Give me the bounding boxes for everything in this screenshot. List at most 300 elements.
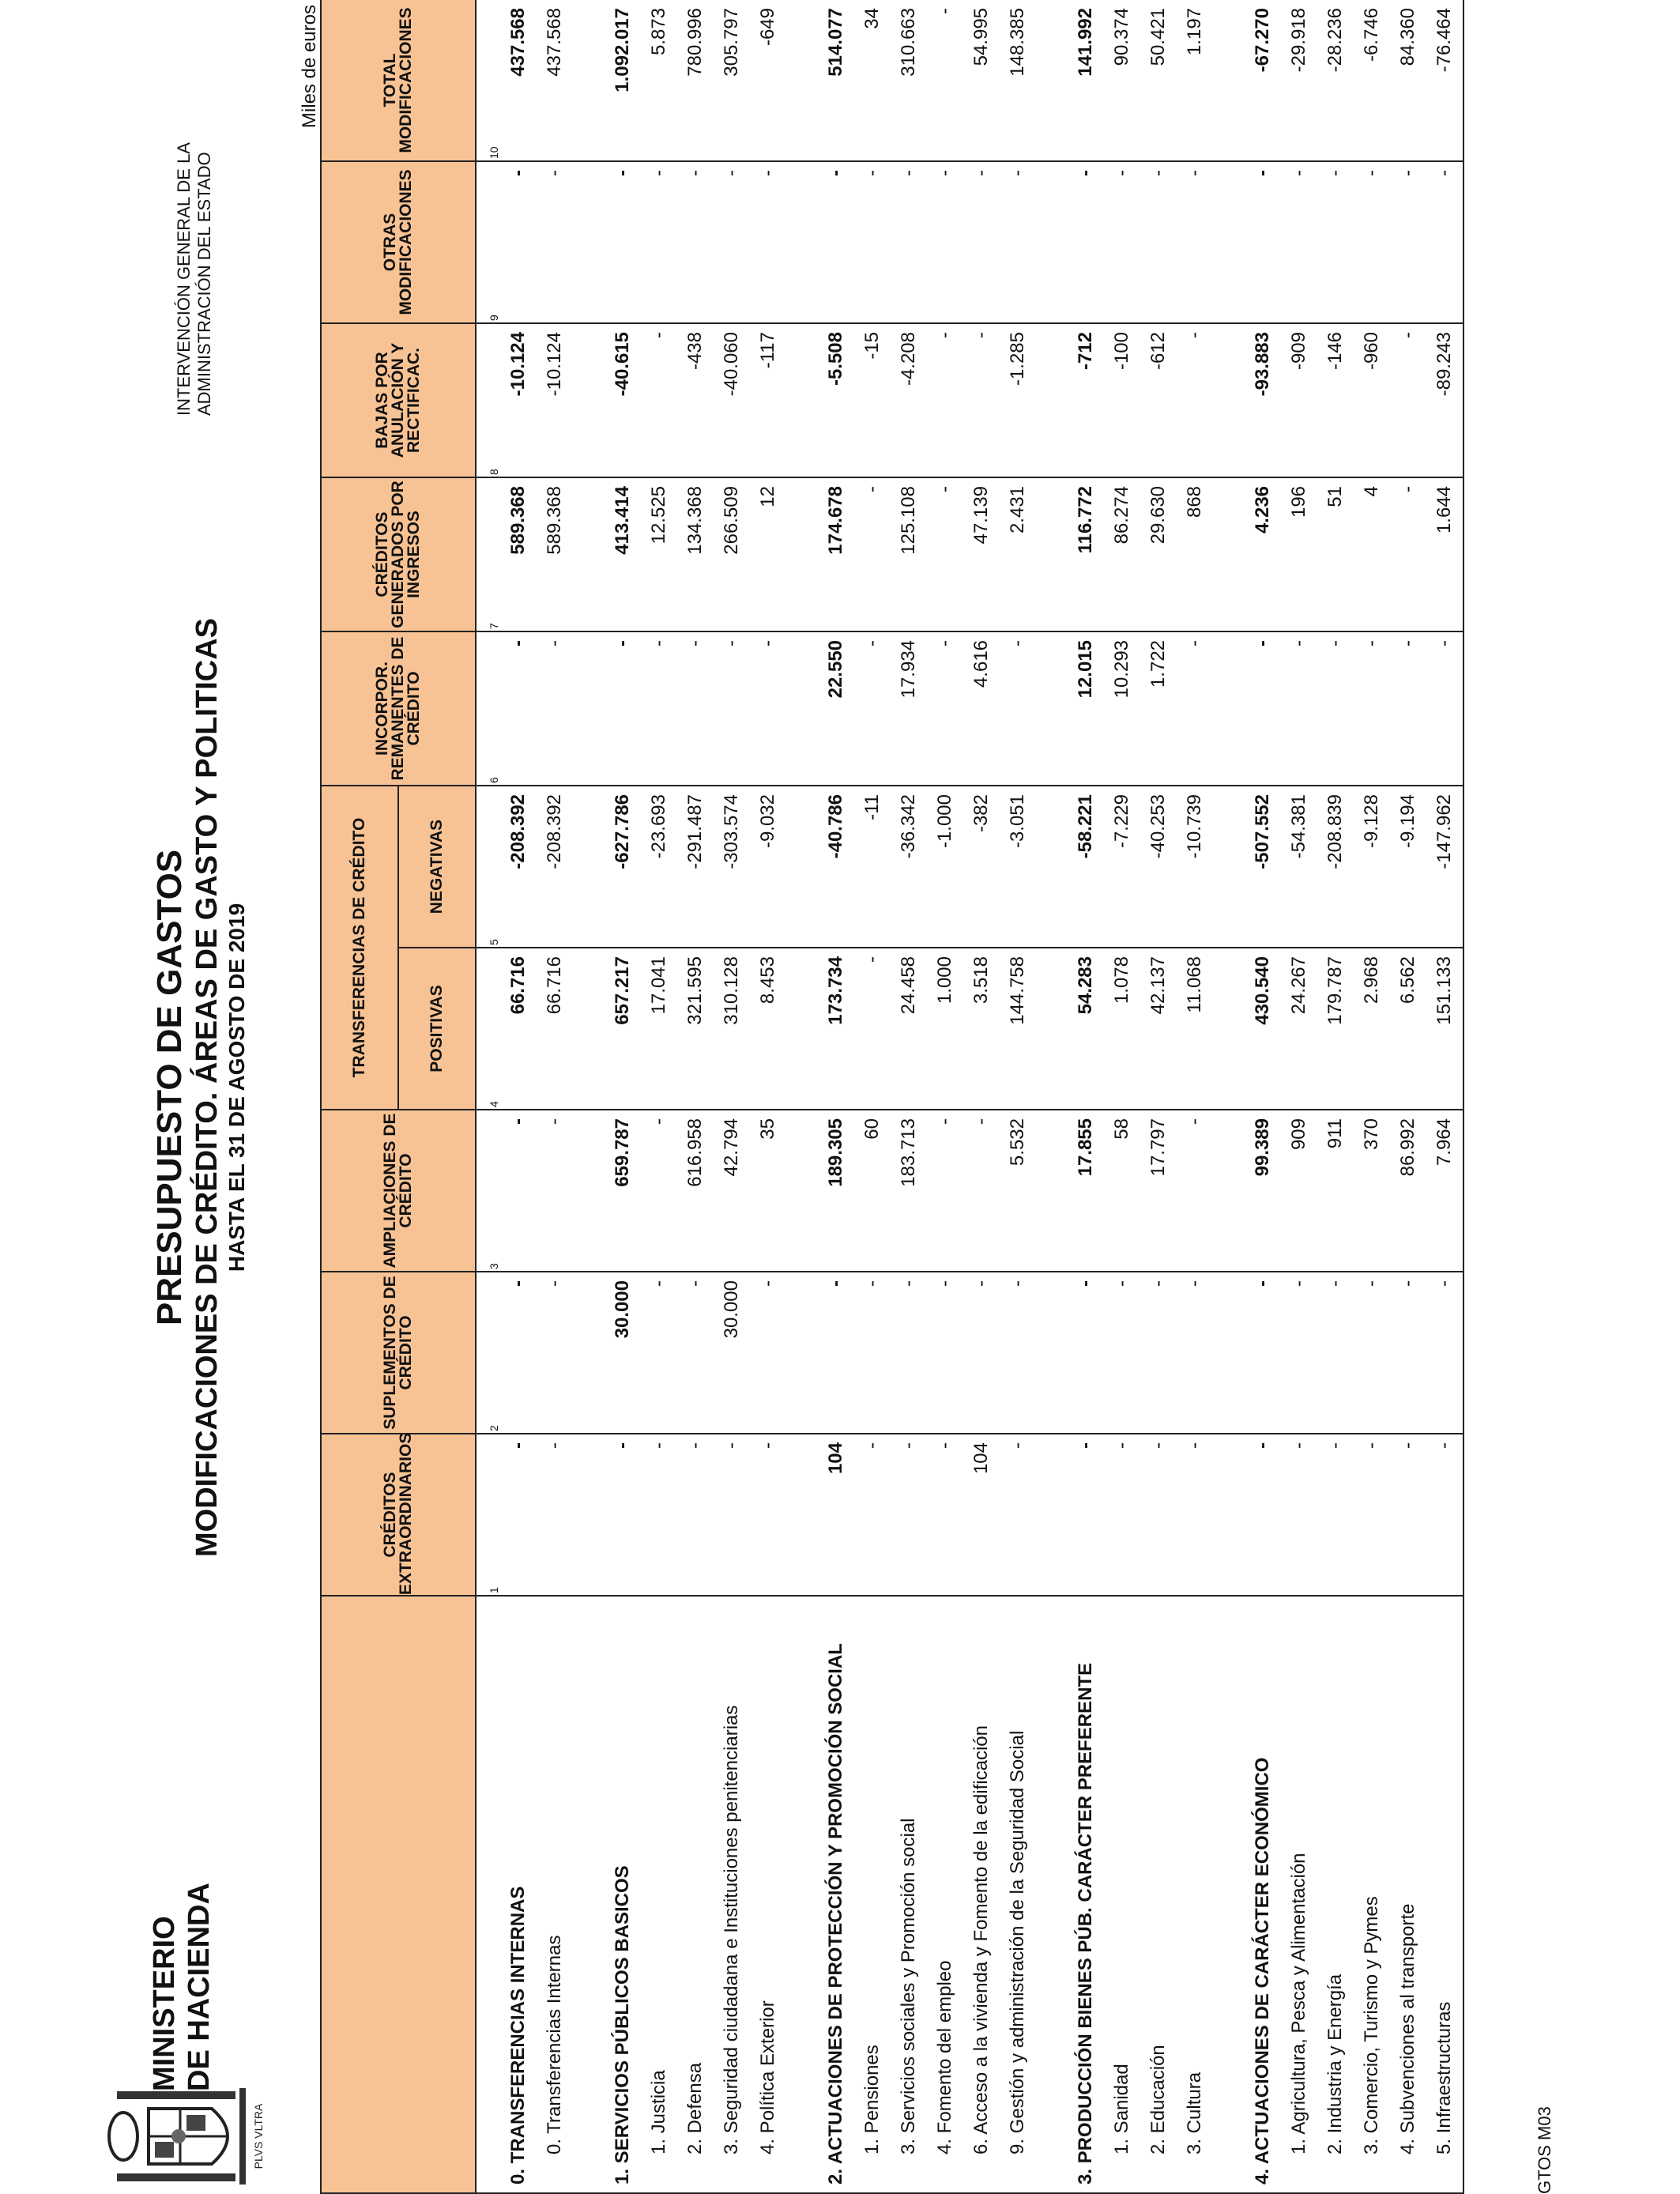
value-cell: 2.968: [1354, 948, 1390, 1110]
spacer-cell: [573, 1272, 605, 1434]
units-label: Miles de euros: [299, 5, 320, 129]
value-cell: -: [1140, 161, 1177, 323]
value-cell: -: [500, 1272, 537, 1434]
policy-label: 3. Servicios sociales y Promoción social: [891, 1596, 927, 2193]
value-cell: -6.746: [1354, 0, 1390, 161]
value-cell: 1.644: [1426, 477, 1463, 631]
ministry-name: [147, 1759, 217, 2091]
value-cell: -117: [750, 323, 786, 477]
value-cell: 1.092.017: [605, 0, 641, 161]
value-cell: -11: [854, 786, 891, 948]
value-cell: 174.678: [818, 477, 854, 631]
value-cell: -10.124: [537, 323, 573, 477]
area-label: 4. ACTUACIONES DE CARÁCTER ECONÓMICO: [1245, 1596, 1281, 2193]
value-cell: 148.385: [1000, 0, 1036, 161]
value-cell: 911: [1317, 1110, 1354, 1272]
value-cell: 437.568: [500, 0, 537, 161]
value-cell: 51: [1317, 477, 1354, 631]
spacer-cell: [573, 631, 605, 786]
spacer-cell: [1213, 948, 1245, 1110]
header-creditos-generados: CRÉDITOS GENERADOS POR INGRESOS: [321, 477, 476, 631]
value-cell: -: [1426, 631, 1463, 786]
value-cell: -: [1000, 631, 1036, 786]
value-cell: 266.509: [714, 477, 750, 631]
value-cell: -9.194: [1390, 786, 1426, 948]
value-cell: -28.236: [1317, 0, 1354, 161]
value-cell: 616.958: [677, 1110, 714, 1272]
policy-label: 2. Educación: [1140, 1596, 1177, 2193]
policy-label: 1. Pensiones: [854, 1596, 891, 2193]
value-cell: -40.786: [818, 786, 854, 948]
value-cell: -: [891, 1272, 927, 1434]
policy-row: [714, 0, 750, 2193]
value-cell: 17.797: [1140, 1110, 1177, 1272]
column-index-number: 10: [476, 0, 500, 161]
value-cell: 58: [1104, 1110, 1140, 1272]
value-cell: 430.540: [1245, 948, 1281, 1110]
area-total-row: [1068, 0, 1104, 2193]
value-cell: -: [605, 161, 641, 323]
policy-label: 4. Política Exterior: [750, 1596, 786, 2193]
value-cell: -: [1317, 1272, 1354, 1434]
spacer-cell: [1036, 0, 1068, 161]
spacer-cell: [573, 323, 605, 477]
value-cell: -: [500, 631, 537, 786]
value-cell: -: [1068, 161, 1104, 323]
spacer-cell: [1036, 631, 1068, 786]
value-cell: 35: [750, 1110, 786, 1272]
value-cell: 1.197: [1177, 0, 1213, 161]
value-cell: 780.996: [677, 0, 714, 161]
value-cell: -: [963, 161, 1000, 323]
column-index-number: 8: [476, 323, 500, 477]
value-cell: -: [927, 323, 963, 477]
policy-row: [1354, 0, 1390, 2193]
value-cell: -23.693: [641, 786, 677, 948]
coat-of-arms-emblem: [93, 2085, 275, 2188]
value-cell: -: [854, 1272, 891, 1434]
value-cell: -7.229: [1104, 786, 1140, 948]
area-total-row: [1245, 0, 1281, 2193]
spacer-cell: [786, 161, 818, 323]
value-cell: -: [500, 1434, 537, 1596]
spacer-cell: [573, 948, 605, 1110]
value-cell: -40.615: [605, 323, 641, 477]
spacer-row: [1213, 0, 1245, 2193]
value-cell: 50.421: [1140, 0, 1177, 161]
value-cell: -: [1317, 161, 1354, 323]
value-cell: -: [641, 323, 677, 477]
value-cell: 868: [1177, 477, 1213, 631]
spacer-row: [1036, 0, 1068, 2193]
value-cell: -: [1104, 161, 1140, 323]
value-cell: 66.716: [537, 948, 573, 1110]
value-cell: 1.078: [1104, 948, 1140, 1110]
value-cell: 310.128: [714, 948, 750, 1110]
spacer-cell: [1036, 477, 1068, 631]
spacer-cell: [1036, 161, 1068, 323]
value-cell: -: [605, 631, 641, 786]
policy-label: 4. Fomento del empleo: [927, 1596, 963, 2193]
spacer-cell: [1036, 1434, 1068, 1596]
value-cell: 589.368: [537, 477, 573, 631]
policy-label: 1. Justicia: [641, 1596, 677, 2193]
policy-row: [1000, 0, 1036, 2193]
value-cell: -: [750, 161, 786, 323]
value-cell: 179.787: [1317, 948, 1354, 1110]
policy-row: [1104, 0, 1140, 2193]
spacer-cell: [1213, 0, 1245, 161]
policy-label: 2. Industria y Energía: [1317, 1596, 1354, 2193]
value-cell: 370: [1354, 1110, 1390, 1272]
value-cell: -: [1390, 1434, 1426, 1596]
value-cell: 657.217: [605, 948, 641, 1110]
value-cell: -: [1390, 631, 1426, 786]
value-cell: 17.855: [1068, 1110, 1104, 1272]
header-transferencias-credito: TRANSFERENCIAS DE CRÉDITO: [321, 786, 398, 1110]
area-label: 1. SERVICIOS PÚBLICOS BASICOS: [605, 1596, 641, 2193]
value-cell: -: [963, 1110, 1000, 1272]
value-cell: -1.285: [1000, 323, 1036, 477]
policy-label: 1. Sanidad: [1104, 1596, 1140, 2193]
area-total-row: [500, 0, 537, 2193]
value-cell: -67.270: [1245, 0, 1281, 161]
column-index-number: 5: [476, 786, 500, 948]
area-label: 2. ACTUACIONES DE PROTECCIÓN Y PROMOCIÓN SOCIAL: [818, 1596, 854, 2193]
value-cell: -40.060: [714, 323, 750, 477]
policy-row: [1140, 0, 1177, 2193]
value-cell: -: [927, 1272, 963, 1434]
value-cell: -291.487: [677, 786, 714, 948]
value-cell: 1.000: [927, 948, 963, 1110]
spacer-cell: [573, 0, 605, 161]
value-cell: -: [1245, 631, 1281, 786]
value-cell: -: [1104, 1272, 1140, 1434]
area-total-row: [605, 0, 641, 2193]
value-cell: 305.797: [714, 0, 750, 161]
value-cell: -: [1177, 1272, 1213, 1434]
spacer-cell: [1036, 1272, 1068, 1434]
value-cell: -: [1140, 1272, 1177, 1434]
value-cell: -89.243: [1426, 323, 1463, 477]
value-cell: -: [1177, 323, 1213, 477]
value-cell: -: [854, 1434, 891, 1596]
area-label: 3. PRODUCCIÓN BIENES PÚB. CARÁCTER PREFERENTE: [1068, 1596, 1104, 2193]
header-transferencias-positivas: POSITIVAS: [398, 948, 476, 1110]
value-cell: -: [854, 161, 891, 323]
value-cell: -: [750, 631, 786, 786]
value-cell: -: [714, 1434, 750, 1596]
policy-row: [854, 0, 891, 2193]
spacer-cell: [1036, 948, 1068, 1110]
value-cell: -909: [1281, 323, 1317, 477]
value-cell: -: [677, 1272, 714, 1434]
value-cell: 2.431: [1000, 477, 1036, 631]
spacer-cell: [1213, 631, 1245, 786]
value-cell: -: [537, 1110, 573, 1272]
area-label: 0. TRANSFERENCIAS INTERNAS: [500, 1596, 537, 2193]
spacer-cell: [1036, 786, 1068, 948]
value-cell: -: [1281, 631, 1317, 786]
value-cell: -712: [1068, 323, 1104, 477]
header-total-modificaciones: TOTAL MODIFICACIONES: [321, 0, 476, 161]
value-cell: -: [1390, 161, 1426, 323]
value-cell: -: [1177, 161, 1213, 323]
value-cell: -: [500, 161, 537, 323]
value-cell: -: [1390, 477, 1426, 631]
value-cell: 134.368: [677, 477, 714, 631]
value-cell: 54.995: [963, 0, 1000, 161]
value-cell: 514.077: [818, 0, 854, 161]
value-cell: 17.934: [891, 631, 927, 786]
value-cell: 66.716: [500, 948, 537, 1110]
policy-row: [891, 0, 927, 2193]
value-cell: 151.133: [1426, 948, 1463, 1110]
value-cell: -: [1354, 631, 1390, 786]
value-cell: -438: [677, 323, 714, 477]
value-cell: -612: [1140, 323, 1177, 477]
policy-row: [537, 0, 573, 2193]
value-cell: -: [927, 631, 963, 786]
header-suplementos-credito: SUPLEMENTOS DE CRÉDITO: [321, 1272, 476, 1434]
value-cell: -: [537, 1272, 573, 1434]
value-cell: 84.360: [1390, 0, 1426, 161]
value-cell: -: [1426, 161, 1463, 323]
value-cell: -960: [1354, 323, 1390, 477]
area-total-row: [818, 0, 854, 2193]
spacer-cell: [1213, 323, 1245, 477]
value-cell: -: [1177, 1110, 1213, 1272]
value-cell: 144.758: [1000, 948, 1036, 1110]
value-cell: -36.342: [891, 786, 927, 948]
value-cell: 909: [1281, 1110, 1317, 1272]
document-titles: [150, 455, 250, 1720]
value-cell: -382: [963, 786, 1000, 948]
value-cell: -507.552: [1245, 786, 1281, 948]
spacer-cell: [1213, 1596, 1245, 2193]
value-cell: 86.992: [1390, 1110, 1426, 1272]
value-cell: -: [927, 1110, 963, 1272]
spacer-cell: [1213, 1272, 1245, 1434]
value-cell: -: [605, 1434, 641, 1596]
value-cell: 183.713: [891, 1110, 927, 1272]
policy-label: 6. Acceso a la vivienda y Fomento de la edificación: [963, 1596, 1000, 2193]
policy-label: 0. Transferencias Internas: [537, 1596, 573, 2193]
policy-row: [750, 0, 786, 2193]
value-cell: -: [1426, 1272, 1463, 1434]
value-cell: 42.137: [1140, 948, 1177, 1110]
column-index-number: 1: [476, 1434, 500, 1596]
value-cell: 1.722: [1140, 631, 1177, 786]
value-cell: 42.794: [714, 1110, 750, 1272]
spacer-cell: [573, 161, 605, 323]
spacer-cell: [786, 948, 818, 1110]
column-index-number: 3: [476, 1110, 500, 1272]
value-cell: -: [1245, 161, 1281, 323]
value-cell: -: [1068, 1272, 1104, 1434]
issuing-office-line-1: INTERVENCIÓN GENERAL DE LA: [174, 142, 194, 416]
value-cell: -3.051: [1000, 786, 1036, 948]
value-cell: -: [537, 631, 573, 786]
spacer-cell: [1213, 1110, 1245, 1272]
policy-row: [1281, 0, 1317, 2193]
column-index-row: [476, 0, 500, 2193]
value-cell: 321.595: [677, 948, 714, 1110]
value-cell: -: [854, 631, 891, 786]
header-ampliaciones-credito: AMPLIACIONES DE CRÉDITO: [321, 1110, 476, 1272]
policy-label: 2. Defensa: [677, 1596, 714, 2193]
value-cell: -: [641, 1434, 677, 1596]
value-cell: -649: [750, 0, 786, 161]
value-cell: -: [1000, 1434, 1036, 1596]
value-cell: 34: [854, 0, 891, 161]
value-cell: 125.108: [891, 477, 927, 631]
value-cell: -10.739: [1177, 786, 1213, 948]
value-cell: -: [1390, 323, 1426, 477]
value-cell: -: [1245, 1434, 1281, 1596]
policy-row: [963, 0, 1000, 2193]
value-cell: 86.274: [1104, 477, 1140, 631]
date-range: HASTA EL 31 DE AGOSTO DE 2019: [224, 903, 249, 1272]
policy-label: 3. Comercio, Turismo y Pymes: [1354, 1596, 1390, 2193]
value-cell: -: [927, 0, 963, 161]
value-cell: 141.992: [1068, 0, 1104, 161]
value-cell: -: [1245, 1272, 1281, 1434]
value-cell: -: [677, 1434, 714, 1596]
value-cell: -: [1140, 1434, 1177, 1596]
policy-row: [1426, 0, 1463, 2193]
value-cell: 116.772: [1068, 477, 1104, 631]
value-cell: -: [963, 1272, 1000, 1434]
spacer-cell: [1036, 1596, 1068, 2193]
spacer-cell: [786, 1596, 818, 2193]
value-cell: -: [1068, 1434, 1104, 1596]
value-cell: -: [714, 631, 750, 786]
spacer-cell: [573, 1596, 605, 2193]
policy-row: [1317, 0, 1354, 2193]
header-transferencias-negativas: NEGATIVAS: [398, 786, 476, 948]
spacer-cell: [1036, 323, 1068, 477]
column-index-number: 7: [476, 477, 500, 631]
value-cell: 30.000: [605, 1272, 641, 1434]
value-cell: 60: [854, 1110, 891, 1272]
value-cell: -93.883: [1245, 323, 1281, 477]
column-index-number: 6: [476, 631, 500, 786]
value-cell: 10.293: [1104, 631, 1140, 786]
value-cell: -: [750, 1272, 786, 1434]
spacer-cell: [573, 786, 605, 948]
spacer-cell: [573, 1434, 605, 1596]
spacer-cell: [573, 477, 605, 631]
value-cell: -208.839: [1317, 786, 1354, 948]
value-cell: 589.368: [500, 477, 537, 631]
value-cell: 659.787: [605, 1110, 641, 1272]
ministry-line-2: DE HACIENDA: [183, 1883, 216, 2091]
value-cell: -: [927, 1434, 963, 1596]
policy-row: [1390, 0, 1426, 2193]
policy-row: [1177, 0, 1213, 2193]
page-title: PRESUPUESTO DE GASTOS: [150, 849, 189, 1326]
value-cell: 4.616: [963, 631, 1000, 786]
value-cell: 29.630: [1140, 477, 1177, 631]
value-cell: -: [641, 1272, 677, 1434]
value-cell: -: [963, 323, 1000, 477]
value-cell: 47.139: [963, 477, 1000, 631]
value-cell: -: [500, 1110, 537, 1272]
value-cell: -: [1317, 1434, 1354, 1596]
value-cell: -9.128: [1354, 786, 1390, 948]
value-cell: -1.000: [927, 786, 963, 948]
value-cell: -58.221: [1068, 786, 1104, 948]
value-cell: -: [1177, 1434, 1213, 1596]
value-cell: 22.550: [818, 631, 854, 786]
modifications-table: [320, 0, 1464, 2194]
value-cell: 104: [818, 1434, 854, 1596]
page-subtitle: MODIFICACIONES DE CRÉDITO. ÁREAS DE GASTO Y POLITICAS: [190, 618, 224, 1558]
spacer-cell: [786, 1272, 818, 1434]
spacer-cell: [573, 1110, 605, 1272]
value-cell: 3.518: [963, 948, 1000, 1110]
value-cell: -54.381: [1281, 786, 1317, 948]
value-cell: -: [818, 1272, 854, 1434]
spacer-cell: [786, 323, 818, 477]
value-cell: -4.208: [891, 323, 927, 477]
policy-label: 4. Subvenciones al transporte: [1390, 1596, 1426, 2193]
value-cell: 30.000: [714, 1272, 750, 1434]
value-cell: 11.068: [1177, 948, 1213, 1110]
policy-row: [641, 0, 677, 2193]
spacer-cell: [786, 786, 818, 948]
value-cell: -: [1317, 631, 1354, 786]
spacer-cell: [786, 0, 818, 161]
value-cell: -: [1000, 1272, 1036, 1434]
value-cell: 6.562: [1390, 948, 1426, 1110]
value-cell: -: [854, 477, 891, 631]
value-cell: 5.873: [641, 0, 677, 161]
value-cell: -: [1281, 1434, 1317, 1596]
value-cell: -: [641, 161, 677, 323]
header-otras-modificaciones: OTRAS MODIFICACIONES: [321, 161, 476, 323]
value-cell: 196: [1281, 477, 1317, 631]
value-cell: -208.392: [500, 786, 537, 948]
value-cell: 8.453: [750, 948, 786, 1110]
value-cell: 17.041: [641, 948, 677, 1110]
svg-text:PLVS VLTRA: PLVS VLTRA: [252, 2103, 265, 2169]
value-cell: 24.267: [1281, 948, 1317, 1110]
value-cell: -15: [854, 323, 891, 477]
spacer-cell: [786, 631, 818, 786]
value-cell: 99.389: [1245, 1110, 1281, 1272]
value-cell: 4.236: [1245, 477, 1281, 631]
value-cell: -9.032: [750, 786, 786, 948]
value-cell: -: [1354, 161, 1390, 323]
value-cell: -76.464: [1426, 0, 1463, 161]
value-cell: -: [927, 161, 963, 323]
value-cell: -: [1390, 1272, 1426, 1434]
value-cell: -303.574: [714, 786, 750, 948]
value-cell: -40.253: [1140, 786, 1177, 948]
value-cell: -29.918: [1281, 0, 1317, 161]
policy-label: 9. Gestión y administración de la Seguridad Social: [1000, 1596, 1036, 2193]
policy-row: [927, 0, 963, 2193]
policy-label: 3. Seguridad ciudadana e Instituciones penitenciarias: [714, 1596, 750, 2193]
value-cell: -: [927, 477, 963, 631]
value-cell: -: [1354, 1272, 1390, 1434]
spacer-cell: [786, 1434, 818, 1596]
value-cell: -: [1281, 161, 1317, 323]
value-cell: 90.374: [1104, 0, 1140, 161]
spacer-cell: [1213, 161, 1245, 323]
